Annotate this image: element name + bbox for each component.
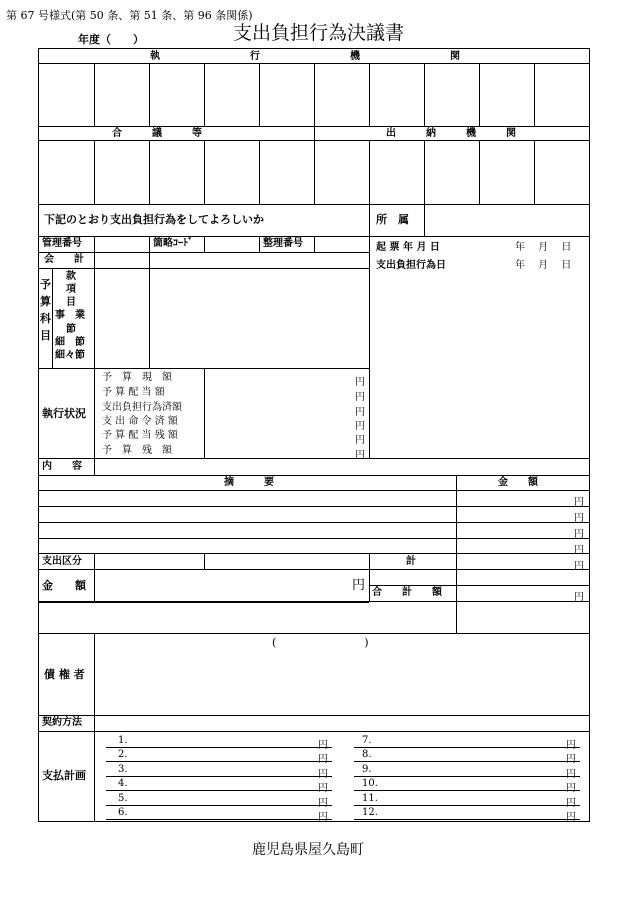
budget-item-saisetsu: 細 節	[55, 337, 85, 348]
plan-item-1: 1.	[118, 735, 128, 746]
yen-mark: 円	[566, 798, 576, 809]
plan-item-7: 7.	[362, 735, 372, 746]
commitment-date-value: 年 月 日	[515, 260, 572, 271]
page-title: 支出負担行為決議書	[233, 22, 405, 44]
yen-mark: 円	[566, 812, 576, 823]
yen-mark: 円	[574, 513, 584, 524]
amount-field-label: 金 額	[42, 579, 86, 592]
draft-date-label: 起 票 年 月 日	[376, 242, 440, 253]
yen-mark: 円	[318, 754, 328, 765]
ref-no-label: 整理番号	[263, 238, 303, 249]
yen-mark: 円	[566, 783, 576, 794]
plan-item-3: 3.	[118, 764, 128, 775]
budget-item-jigyou: 事 業	[55, 310, 85, 321]
yen-mark: 円	[318, 783, 328, 794]
contract-method-label: 契約方法	[42, 717, 82, 728]
summary-header: 摘 要	[224, 477, 274, 488]
management-no-label: 管理番号	[42, 238, 82, 249]
plan-item-10: 10.	[362, 778, 378, 789]
execution-status-label: 執行状況	[42, 407, 86, 420]
plan-item-12: 12.	[362, 807, 378, 818]
yen-mark: 円	[574, 592, 584, 603]
footer-municipality: 鹿児島県屋久島町	[252, 842, 364, 858]
content-label: 内 容	[42, 461, 82, 472]
yen-mark: 円	[355, 377, 365, 388]
budget-item-kan: 款	[66, 271, 76, 282]
plan-item-4: 4.	[118, 778, 128, 789]
subtotal-label: 計	[406, 556, 416, 567]
yen-mark: 円	[574, 545, 584, 556]
grand-total-label: 合 計 額	[372, 587, 442, 598]
plan-item-6: 6.	[118, 807, 128, 818]
creditor-paren: ( )	[272, 636, 369, 649]
exec-row-4: 支 出 命 令 済 額	[102, 416, 178, 427]
yen-mark: 円	[355, 435, 365, 446]
yen-mark: 円	[318, 812, 328, 823]
account-label: 会 計	[44, 254, 84, 265]
exec-row-3: 支出負担行為済額	[102, 402, 182, 413]
draft-date-value: 年 月 日	[515, 242, 572, 253]
yen-mark: 円	[355, 392, 365, 403]
yen-mark: 円	[318, 798, 328, 809]
budget-item-kou: 項	[66, 284, 76, 295]
exec-row-6: 予 算 残 額	[102, 445, 172, 456]
yen-mark: 円	[566, 740, 576, 751]
yen-mark: 円	[355, 407, 365, 418]
exec-row-5: 予 算 配 当 残 額	[102, 430, 178, 441]
yen-mark: 円	[574, 529, 584, 540]
commitment-date-label: 支出負担行為日	[376, 260, 446, 271]
executing-agency-header: 執 行 機 関	[150, 51, 460, 62]
yen-mark: 円	[318, 740, 328, 751]
yen-mark: 円	[355, 450, 365, 461]
department-label: 所 属	[376, 213, 409, 226]
yen-mark: 円	[355, 421, 365, 432]
consultation-header: 合 議 等	[112, 128, 202, 139]
yen-mark: 円	[574, 497, 584, 508]
yen-mark: 円	[566, 754, 576, 765]
amount-header: 金 額	[498, 477, 538, 488]
amount-yen: 円	[352, 578, 366, 593]
creditor-label: 債 権 者	[44, 668, 85, 681]
plan-item-2: 2.	[118, 749, 128, 760]
yen-mark: 円	[318, 769, 328, 780]
plan-item-11: 11.	[362, 793, 378, 804]
plan-item-8: 8.	[362, 749, 372, 760]
exec-row-1: 予 算 現 額	[102, 372, 172, 383]
yen-mark: 円	[574, 561, 584, 572]
short-code-label: 箇略ｺｰﾄﾞ	[153, 238, 193, 249]
budget-item-setsu: 節	[66, 324, 76, 335]
payment-class-label: 支出区分	[42, 556, 82, 567]
budget-subject-label: 予 算 科 目	[40, 278, 51, 342]
plan-item-9: 9.	[362, 764, 372, 775]
payment-plan-label: 支払計画	[42, 769, 86, 782]
plan-item-5: 5.	[118, 793, 128, 804]
treasurer-header: 出 納 機 関	[386, 128, 516, 139]
budget-item-saisaisetsu: 細々節	[55, 350, 85, 361]
exec-row-2: 予 算 配 当 額	[102, 387, 165, 398]
budget-item-moku: 目	[66, 297, 76, 308]
request-text: 下記のとおり支出負担行為をしてよろしいか	[44, 213, 264, 226]
yen-mark: 円	[566, 769, 576, 780]
form-number: 第 67 号様式(第 50 条、第 51 条、第 96 条関係)	[6, 9, 253, 22]
fiscal-year: 年度（ ）	[78, 33, 144, 46]
